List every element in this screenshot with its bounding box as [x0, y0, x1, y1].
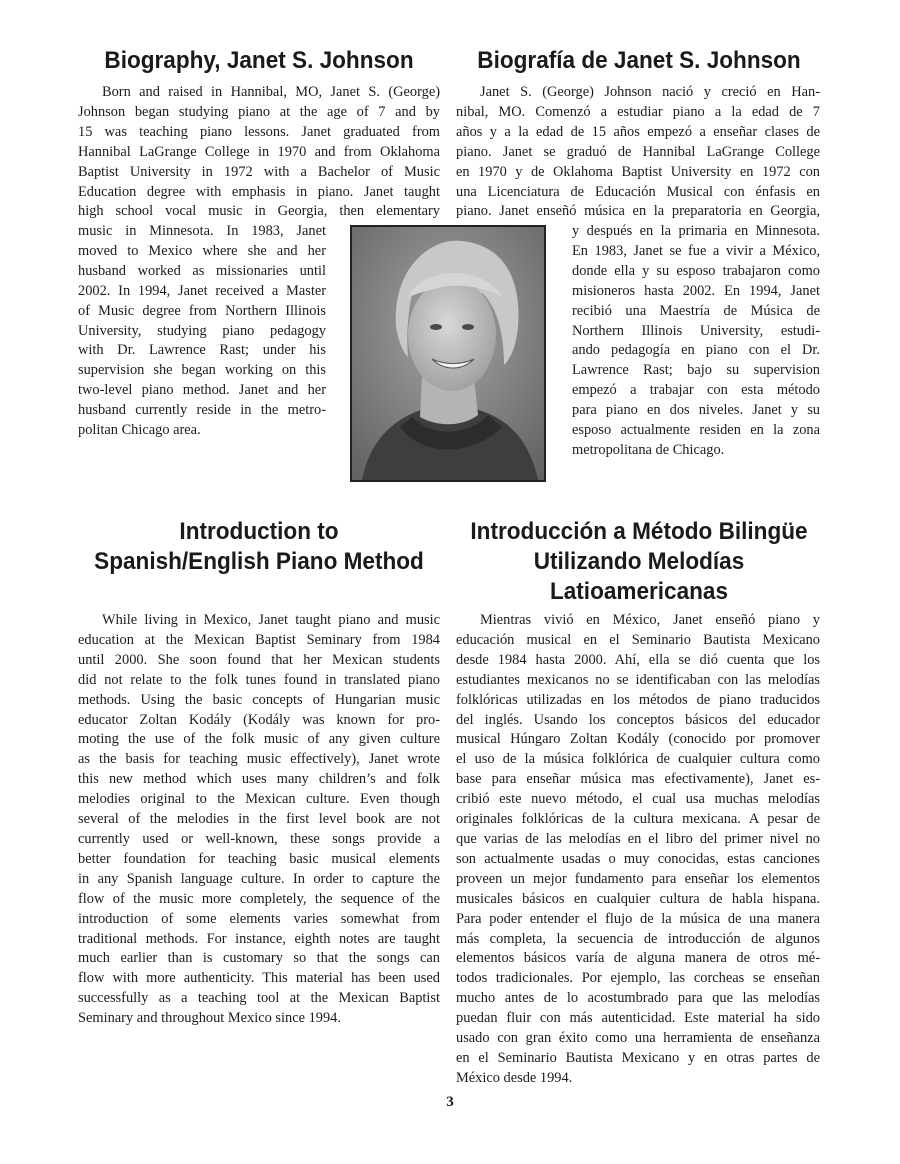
text-line: methods. Using the basic concepts of Hungarian music — [78, 691, 440, 708]
text-line: did not relate to the folk tunes found in translated piano — [78, 671, 440, 688]
text-line: ando pedagogía en piano con el Dr. — [572, 342, 820, 359]
bio-paragraph-en — [78, 83, 440, 222]
text-line: University, studying piano pedagogy — [78, 322, 326, 339]
text-line: en el Seminario Bautista Mexicano y en otras partes de — [456, 1049, 820, 1066]
text-line: Seminary and throughout Mexico since 1994. — [78, 1010, 341, 1027]
text-line: mucho antes de lo acostumbrado para que las melodías — [456, 990, 820, 1007]
text-line: high school vocal music in Georgia, then elementary — [78, 203, 440, 220]
text-line: cribió este nuevo método, el cual usa muchas melodías — [456, 791, 820, 808]
text-line: años y a la edad de 15 años empezó a enseñar clases de — [456, 123, 820, 140]
text-line: educación musical en el Seminario Bautista Mexicano — [456, 631, 820, 648]
text-line: better foundation for teaching basic musical elements — [78, 850, 440, 867]
text-line: education at the Mexican Baptist Seminary from 1984 — [78, 631, 440, 648]
heading-line: Bilingüe Utilizando Melodías — [533, 518, 808, 575]
text-line: flow with more authenticity. This material has been used — [78, 970, 440, 987]
text-line: Johnson began studying piano at the age of 7 and by — [78, 103, 440, 120]
author-photo — [350, 225, 546, 482]
intro-text-es — [456, 611, 820, 1089]
intro-paragraph-en — [78, 611, 440, 1029]
text-line: originales folklóricas de la cultura mexicana. A pesar de — [456, 811, 820, 828]
text-line: Para poder entender el flujo de la música de una manera — [456, 910, 820, 927]
text-line: Education degree with emphasis in piano. Janet taught — [78, 183, 440, 200]
bio-heading-en: Biography, Janet S. Johnson — [104, 47, 414, 74]
text-line: piano. Janet se graduó de Hannibal LaGrange College — [456, 143, 820, 160]
page-number: 3 — [446, 1094, 454, 1110]
text-line: folklóricas utilizadas en los métodos de piano traducidos — [456, 691, 820, 708]
text-line: y después en la primaria en Minnesota. — [572, 223, 820, 239]
bio-paragraph-es — [456, 83, 820, 222]
text-line: Baptist University in 1972 with a Bachelor of Music — [78, 163, 440, 180]
text-line: much earlier than is customary so that the songs can — [78, 950, 440, 967]
portrait-image — [352, 227, 544, 480]
intro-text-en — [78, 611, 440, 1029]
bio-text-es — [456, 83, 820, 222]
text-line: México desde 1994. — [456, 1069, 573, 1086]
text-line: moting the use of the folk music of any given culture — [78, 731, 440, 748]
text-line: traditional methods. For instance, eighth notes are taught — [78, 930, 440, 947]
text-line: En 1983, Janet se fue a vivir a México, — [572, 242, 820, 259]
text-line: nibal, MO. Comenzó a estudiar piano a la edad de 7 — [456, 103, 820, 120]
text-line: as the basis for teaching music effectively), Janet wrote — [78, 751, 440, 768]
text-line: with Dr. Lawrence Rast; under his — [78, 342, 326, 359]
bio-text-en — [78, 83, 440, 222]
text-line: husband worked as missionaries until — [78, 262, 326, 279]
text-line: two-level piano method. Janet and her — [78, 382, 326, 399]
text-line: recibió una Maestría de Música de — [572, 302, 820, 319]
text-line: son actualmente usadas o muy conocidas, estas canciones — [456, 850, 820, 867]
text-line: in any Spanish language culture. In order to capture the — [78, 870, 440, 887]
text-line: Born and raised in Hannibal, MO, Janet S. (George) — [102, 84, 440, 100]
text-line: 2002. In 1994, Janet received a Master — [78, 282, 326, 299]
text-line: estudiantes mexicanos no se identificaban con las melodías — [456, 671, 820, 688]
bio-heading-es: Biografía de Janet S. Johnson — [477, 47, 801, 74]
text-line: musicales básicos en cualquier cultura de habla hispana. — [456, 890, 820, 907]
text-line: introduction of some elements varies somewhat from — [78, 910, 440, 927]
text-line: que varias de las melodías en el libro del primer nivel no — [456, 830, 820, 847]
text-line: supervision she began working on this — [78, 362, 326, 379]
text-line: of Music degree from Northern Illinois — [78, 302, 326, 319]
text-line: successfully as a teaching tool at the Mexican Baptist — [78, 990, 440, 1007]
text-line: donde ella y su esposo trabajaron como — [572, 262, 820, 279]
text-line: desde 1984 hasta 2000. Ahí, ella se dió cuenta que los — [456, 651, 820, 668]
text-line: misioneros hasta 2002. En 1994, Janet — [572, 282, 820, 299]
heading-line: Latioamericanas — [549, 578, 729, 605]
text-line: en 1970 y de Oklahoma Baptist University en 1972 con — [456, 163, 820, 180]
text-line: moved to Mexico where she and her — [78, 242, 326, 259]
text-line: politan Chicago area. — [78, 422, 201, 439]
text-line: base para enseñar música mas efectivamente), Janet es- — [456, 771, 820, 788]
text-line: Lawrence Rast; bajo su supervision — [572, 362, 820, 379]
text-line: Mientras vivió en México, Janet enseñó piano y — [480, 612, 820, 628]
text-line: husband currently reside in the metro- — [78, 402, 326, 419]
text-line: this new method which uses many children’s and folk — [78, 771, 440, 788]
heading-line: Piano Method — [275, 548, 424, 575]
heading-line: Introducción a Método — [470, 518, 713, 545]
text-line: several of the melodies in the first level book are not — [78, 811, 440, 828]
text-line: puedan fluir con más autenticidad. Este material ha sido — [456, 1010, 820, 1027]
bio-text-es-side — [572, 222, 820, 461]
text-line: una Licenciatura de Educación Musical con énfasis en — [456, 183, 820, 200]
text-line: del inglés. Usando los conceptos básicos del educador — [456, 711, 820, 728]
text-line: melodies original to the Mexican culture. Even though — [78, 791, 440, 808]
text-line: musical Húngaro Zoltan Kodály (conocido por promover — [456, 731, 820, 748]
text-line: 15 was teaching piano lessons. Janet graduated from — [78, 123, 440, 140]
text-line: Northern Illinois University, estudi- — [572, 322, 820, 339]
text-line: más completa, la secuencia de introducción de algunos — [456, 930, 820, 947]
text-line: music in Minnesota. In 1983, Janet — [78, 223, 326, 239]
text-line: empezó a trabajar con esta método — [572, 382, 820, 399]
text-line: educator Zoltan Kodály (Kodály was known for pro- — [78, 711, 440, 728]
text-line: proveen un mejor fundamento para enseñar los elementos — [456, 870, 820, 887]
text-line: elementos básicos varía de alguna manera de otros mé- — [456, 950, 820, 967]
text-line: Janet S. (George) Johnson nació y creció en Han- — [480, 84, 820, 100]
intro-paragraph-es — [456, 611, 820, 1089]
text-line: flow of the music more completely, the sequence of the — [78, 890, 440, 907]
text-line: Hannibal LaGrange College in 1970 and from Oklahoma — [78, 143, 440, 160]
text-line: el uso de la música folklórica de cualquier cultura como — [456, 751, 820, 768]
heading-line: Spanish/English — [94, 548, 270, 575]
text-line: until 2000. She soon found that her Mexican students — [78, 651, 440, 668]
text-line: currently used or well-known, these songs provide a — [78, 830, 440, 847]
bio-text-en-side — [78, 222, 326, 441]
text-line: usado con gran éxito como una herramienta de enseñanza — [456, 1030, 820, 1047]
text-line: todos tradicionales. Por ejemplo, las corcheas se enseñan — [456, 970, 820, 987]
text-line: para piano en dos niveles. Janet y su — [572, 402, 820, 419]
heading-line: Introduction to — [179, 518, 339, 545]
text-line: metropolitana de Chicago. — [572, 441, 725, 458]
intro-heading-es — [463, 517, 815, 607]
text-line: While living in Mexico, Janet taught piano and music — [102, 612, 440, 628]
intro-heading-en — [89, 517, 429, 577]
text-line: piano. Janet enseñó música en la preparatoria en Georgia, — [456, 203, 820, 220]
text-line: esposo actualmente residen en la zona — [572, 422, 820, 439]
